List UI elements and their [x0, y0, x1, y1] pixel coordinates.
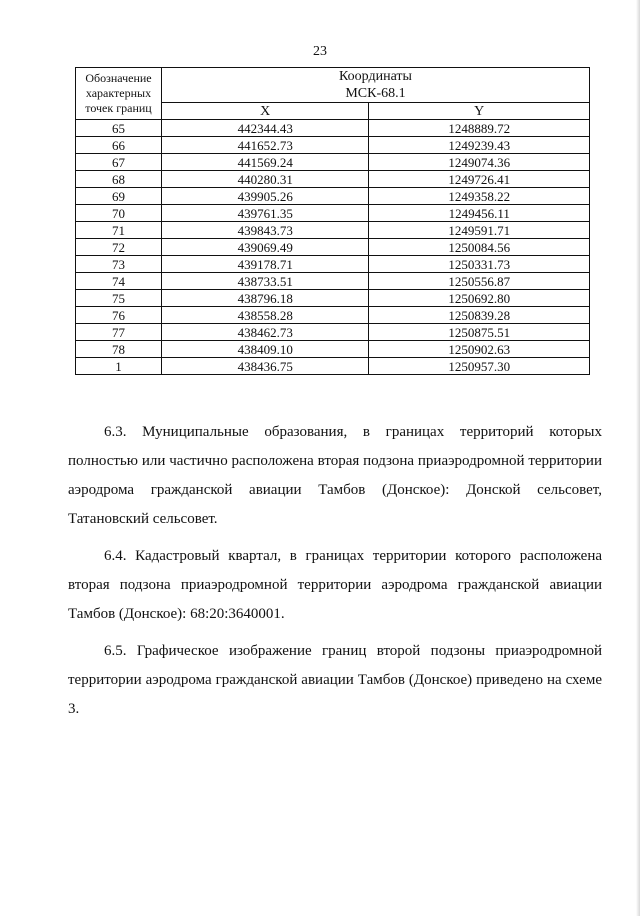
cell-x: 438558.28 — [161, 307, 369, 324]
cell-y: 1248889.72 — [369, 120, 590, 137]
cell-point: 74 — [76, 273, 162, 290]
cell-y: 1249239.43 — [369, 137, 590, 154]
cell-y: 1250331.73 — [369, 256, 590, 273]
cell-point: 73 — [76, 256, 162, 273]
cell-y: 1250692.80 — [369, 290, 590, 307]
table-row — [76, 137, 590, 154]
cell-point: 76 — [76, 307, 162, 324]
table-row — [76, 154, 590, 171]
cell-point: 77 — [76, 324, 162, 341]
cell-point: 66 — [76, 137, 162, 154]
cell-x: 439843.73 — [161, 222, 369, 239]
cell-x: 438462.73 — [161, 324, 369, 341]
cell-y: 1250902.63 — [369, 341, 590, 358]
cell-x: 440280.31 — [161, 171, 369, 188]
table-row — [76, 205, 590, 222]
table-row — [76, 307, 590, 324]
cell-x: 441652.73 — [161, 137, 369, 154]
cell-y: 1250957.30 — [369, 358, 590, 375]
cell-y: 1250875.51 — [369, 324, 590, 341]
cell-x: 438733.51 — [161, 273, 369, 290]
cell-point: 75 — [76, 290, 162, 307]
table-row — [76, 239, 590, 256]
coordinates-table — [75, 67, 590, 375]
cell-x: 439069.49 — [161, 239, 369, 256]
cell-point: 71 — [76, 222, 162, 239]
cell-point: 1 — [76, 358, 162, 375]
paragraph: 6.3. Муниципальные образования, в границах территорий которых полностью или частично расположена вторая подзона приаэродромной территории аэродрома гражданской авиации Тамбов (Донское): Донской сельсовет, Татановский сельсовет. — [68, 424, 602, 527]
header-point-designation: Обозначение характерных точек границ — [76, 68, 162, 120]
cell-x: 438796.18 — [161, 290, 369, 307]
cell-x: 438436.75 — [161, 358, 369, 375]
table-row — [76, 171, 590, 188]
paragraph: 6.5. Графическое изображение границ второй подзоны приаэродромной территории аэродрома гражданской авиации Тамбов (Донское) приведено на схеме 3. — [68, 643, 602, 717]
body-text — [68, 418, 602, 732]
cell-point: 65 — [76, 120, 162, 137]
table-row — [76, 290, 590, 307]
table-body — [76, 120, 590, 375]
cell-x: 439178.71 — [161, 256, 369, 273]
table-row — [76, 188, 590, 205]
cell-point: 72 — [76, 239, 162, 256]
table-row — [76, 120, 590, 137]
page-number: 23 — [313, 44, 327, 59]
table-row — [76, 256, 590, 273]
cell-y: 1249358.22 — [369, 188, 590, 205]
table-row — [76, 273, 590, 290]
cell-point: 68 — [76, 171, 162, 188]
cell-y: 1250084.56 — [369, 239, 590, 256]
cell-x: 439905.26 — [161, 188, 369, 205]
cell-point: 67 — [76, 154, 162, 171]
cell-point: 69 — [76, 188, 162, 205]
header-x: X — [161, 103, 369, 120]
cell-point: 78 — [76, 341, 162, 358]
cell-x: 441569.24 — [161, 154, 369, 171]
cell-y: 1250839.28 — [369, 307, 590, 324]
cell-x: 438409.10 — [161, 341, 369, 358]
scan-edge — [636, 0, 640, 916]
table-row — [76, 222, 590, 239]
header-coordinate-system: МСК-68.1 — [345, 86, 406, 101]
header-y: Y — [369, 103, 590, 120]
cell-y: 1250556.87 — [369, 273, 590, 290]
cell-y: 1249591.71 — [369, 222, 590, 239]
cell-x: 442344.43 — [161, 120, 369, 137]
paragraph: 6.4. Кадастровый квартал, в границах территории которого расположена вторая подзона приаэродромной территории аэродрома гражданской авиации Тамбов (Донское): 68:20:3640001. — [68, 548, 602, 622]
table-row — [76, 358, 590, 375]
header-coordinates — [161, 68, 589, 103]
table-row — [76, 341, 590, 358]
cell-y: 1249074.36 — [369, 154, 590, 171]
cell-y: 1249456.11 — [369, 205, 590, 222]
cell-y: 1249726.41 — [369, 171, 590, 188]
cell-x: 439761.35 — [161, 205, 369, 222]
cell-point: 70 — [76, 205, 162, 222]
table-row — [76, 324, 590, 341]
header-coordinates-title: Координаты — [339, 69, 412, 84]
